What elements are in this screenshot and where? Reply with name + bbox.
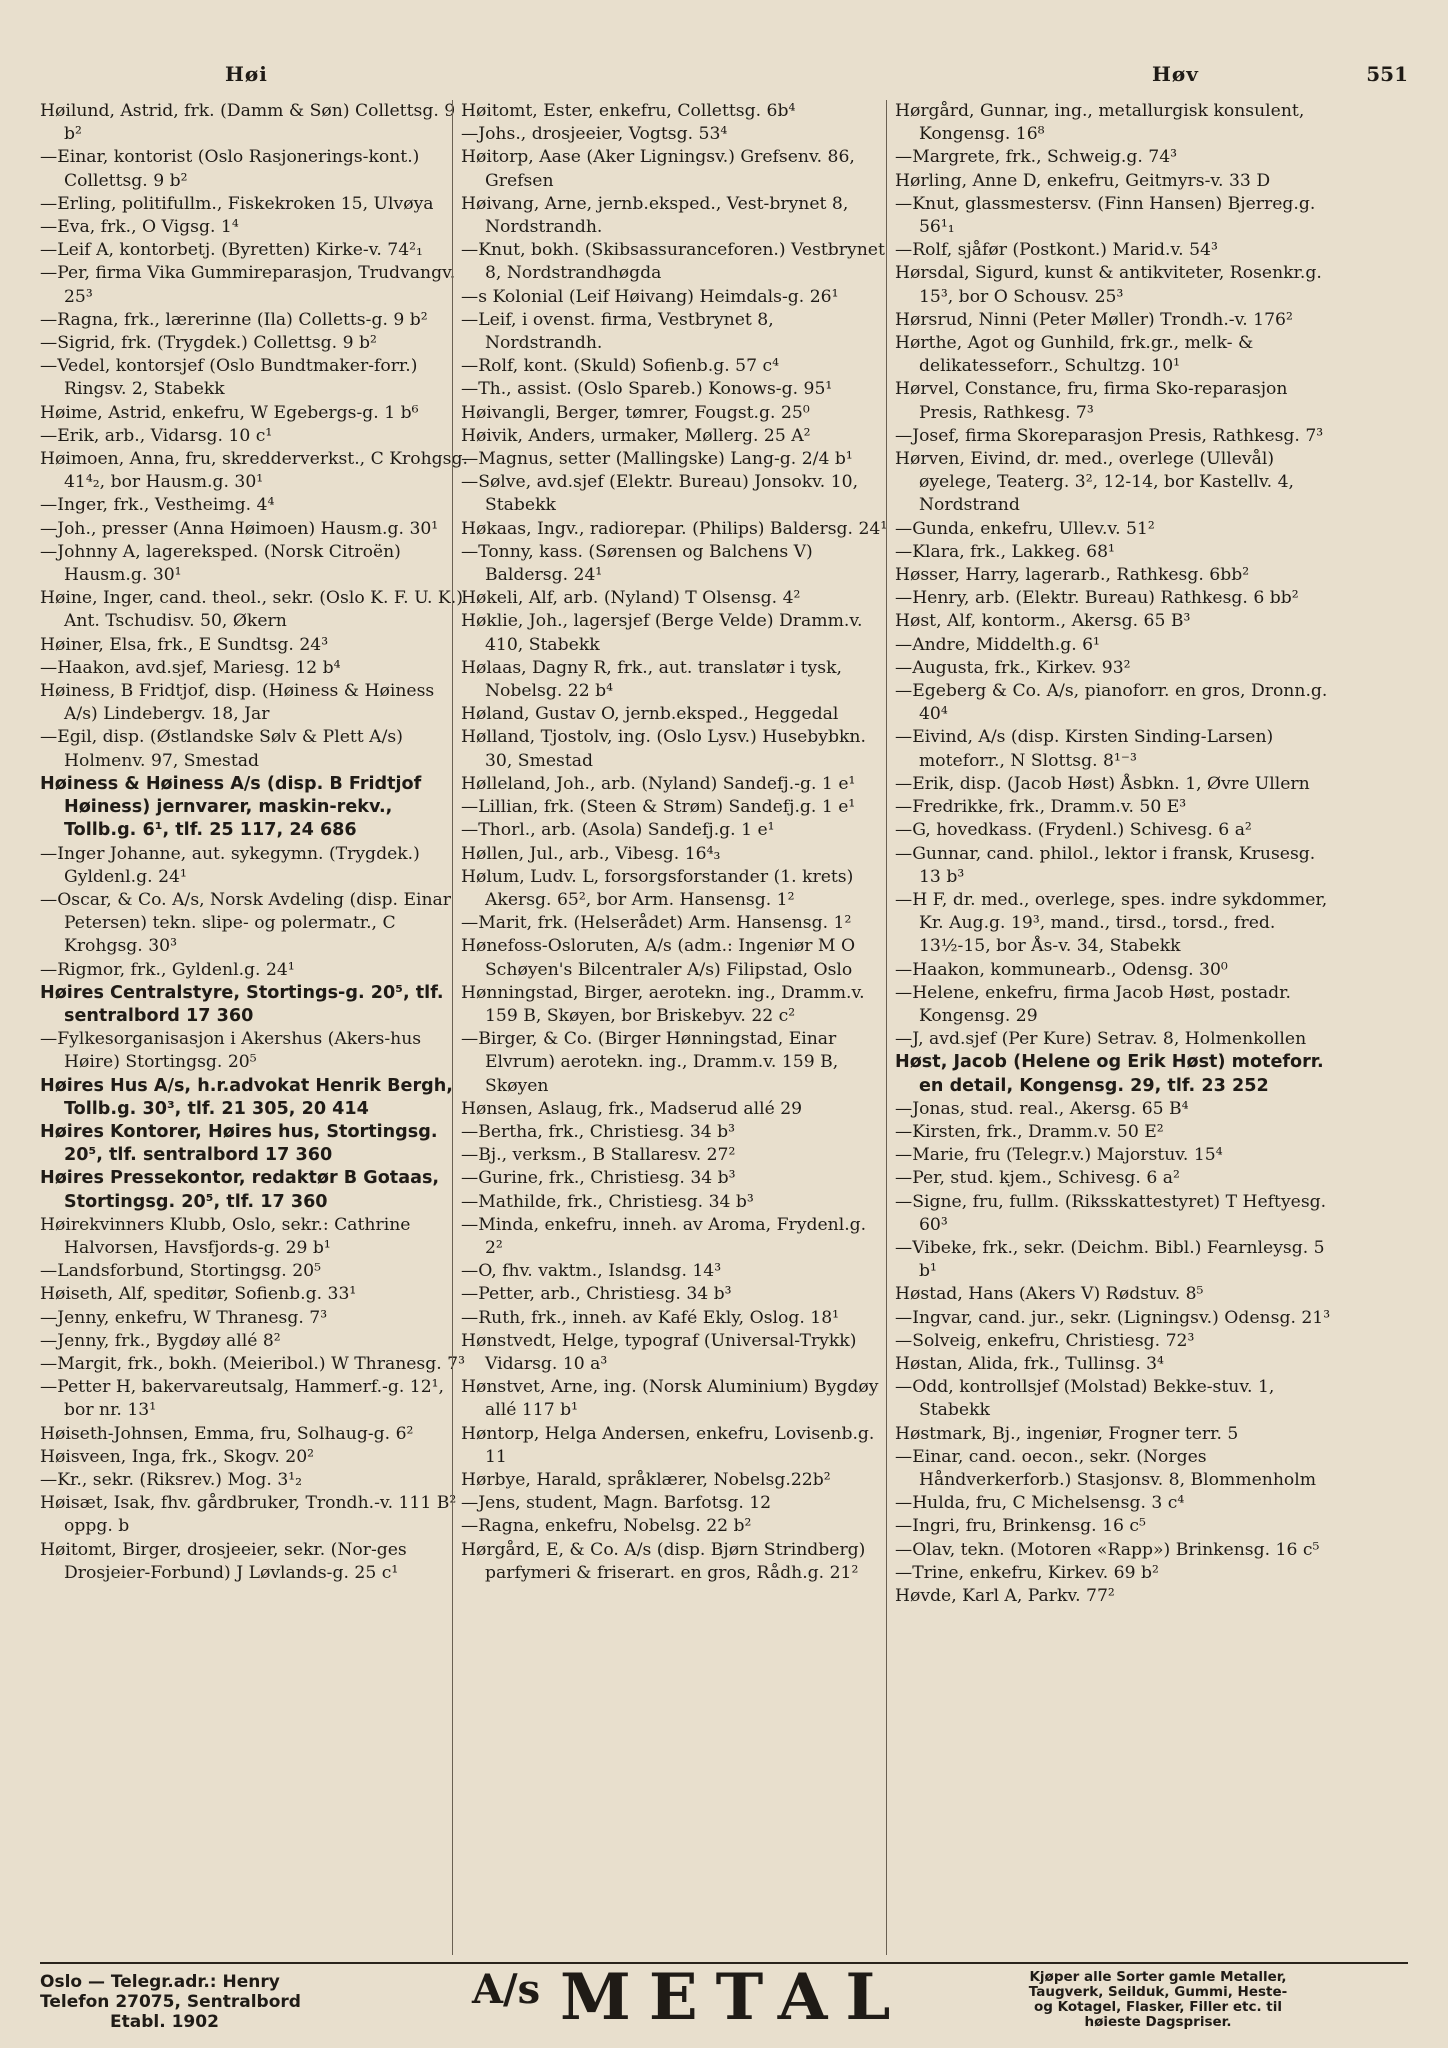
directory-entry: Høires Pressekontor, redaktør B Gotaas, Stortingsg. 20⁵, tlf. 17 360	[40, 1168, 440, 1212]
directory-entry: Høstad, Hans (Akers V) Rødstuv. 8⁵	[895, 1284, 1204, 1305]
directory-entry: —Ingvar, cand. jur., sekr. (Ligningsv.) Odensg. 21³	[895, 1307, 1331, 1328]
directory-entry: —Marie, fru (Telegr.v.) Majorstuv. 15⁴	[895, 1145, 1223, 1166]
directory-entry: Høitomt, Birger, drosjeeier, sekr. (Nor-ges Drosjeier-Forbund) J Løvlands-g. 25 c¹	[40, 1539, 407, 1583]
directory-entry: Høimoen, Anna, fru, skredderverkst., C Krohgsg. 41⁴₂, bor Hausm.g. 30¹	[40, 449, 468, 493]
header-right-keyword: Høv	[1152, 62, 1199, 86]
directory-entry: —Helene, enkefru, firma Jacob Høst, postadr. Kongensg. 29	[895, 982, 1291, 1026]
ad-description-line: Taugverk, Seilduk, Gummi, Heste-	[1028, 1984, 1288, 2000]
directory-entry: —Jens, student, Magn. Barfotsg. 12	[461, 1493, 772, 1514]
directory-entry: —Oscar, & Co. A/s, Norsk Avdeling (disp. Einar Petersen) tekn. slipe- og polermatr., C Krohgsg. 30³	[40, 889, 452, 957]
directory-entry: —Eivind, A/s (disp. Kirsten Sinding-Larsen) moteforr., N Slottsg. 8¹⁻³	[895, 727, 1274, 771]
column-2	[452, 100, 889, 1955]
directory-entry: —Einar, kontorist (Oslo Rasjonerings-kont.) Collettsg. 9 b²	[40, 147, 420, 191]
directory-entry: —Gunda, enkefru, Ullev.v. 51²	[895, 518, 1155, 539]
directory-entry: Høires Centralstyre, Stortings-g. 20⁵, tlf. sentralbord 17 360	[40, 982, 444, 1026]
directory-entry: Høisveen, Inga, frk., Skogv. 20²	[40, 1446, 315, 1467]
directory-entry: Hønningstad, Birger, aerotekn. ing., Dramm.v. 159 B, Skøyen, bor Briskebyv. 22 c²	[461, 982, 865, 1026]
directory-entry: Hørthe, Agot og Gunhild, frk.gr., melk- & delikatesseforr., Schultzg. 10¹	[895, 333, 1254, 377]
directory-entry: —Th., assist. (Oslo Spareb.) Konows-g. 95¹	[461, 379, 833, 400]
directory-entry: —Rolf, sjåfør (Postkont.) Marid.v. 54³	[895, 240, 1218, 261]
directory-entry: —Jenny, enkefru, W Thranesg. 7³	[40, 1307, 328, 1328]
directory-entry: Høiseth, Alf, speditør, Sofienb.g. 33¹	[40, 1284, 357, 1305]
directory-entry: —Lillian, frk. (Steen & Strøm) Sandefj.g. 1 e¹	[461, 797, 856, 818]
directory-entry: —O, fhv. vaktm., Islandsg. 14³	[461, 1261, 722, 1282]
directory-entry: —Ruth, frk., inneh. av Kafé Ekly, Oslog. 18¹	[461, 1307, 840, 1328]
directory-entry: Høland, Gustav O, jernb.eksped., Heggedal	[461, 704, 839, 725]
directory-entry: —J, avd.sjef (Per Kure) Setrav. 8, Holmenkollen	[895, 1029, 1307, 1050]
directory-entry: —Marit, frk. (Helserådet) Arm. Hansensg. 1²	[461, 913, 852, 934]
directory-entry: Høisæt, Isak, fhv. gårdbruker, Trondh.-v. 111 B² oppg. b	[40, 1493, 457, 1537]
directory-entry: —Johnny A, lagereksped. (Norsk Citroën) Hausm.g. 30¹	[40, 541, 401, 586]
directory-entry: —G, hovedkass. (Frydenl.) Schivesg. 6 a²	[895, 820, 1252, 841]
directory-entry: Hørbye, Harald, språklærer, Nobelsg.22b²	[461, 1469, 831, 1490]
directory-entry: Hølaas, Dagny R, frk., aut. translatør i tysk, Nobelsg. 22 b⁴	[461, 657, 842, 702]
directory-entry: —Leif, i ovenst. firma, Vestbrynet 8, Nordstrandh.	[461, 309, 774, 354]
directory-entry: Høitorp, Aase (Aker Ligningsv.) Grefsenv. 86, Grefsen	[461, 147, 855, 191]
directory-entry: —Ragna, enkefru, Nobelsg. 22 b²	[461, 1516, 752, 1537]
directory-entry: —Vibeke, frk., sekr. (Deichm. Bibl.) Fearnleysg. 5 b¹	[895, 1237, 1325, 1282]
ad-contact	[40, 1972, 301, 2032]
directory-entry: —Trine, enkefru, Kirkev. 69 b²	[895, 1562, 1159, 1583]
directory-entry: —Jonas, stud. real., Akersg. 65 B⁴	[895, 1098, 1189, 1119]
directory-entry: —Johs., drosjeeier, Vogtsg. 53⁴	[461, 124, 728, 145]
directory-entry: Høsser, Harry, lagerarb., Rathkesg. 6bb²	[895, 565, 1250, 586]
page-number: 551	[1366, 62, 1408, 86]
directory-entry: —Ingri, fru, Brinkensg. 16 c⁵	[895, 1516, 1146, 1537]
directory-entry: —Bj., verksm., B Stallaresv. 27²	[461, 1145, 736, 1166]
directory-entry: —Egeberg & Co. A/s, pianoforr. en gros, Dronn.g. 40⁴	[895, 681, 1328, 725]
directory-entry: —Josef, firma Skoreparasjon Presis, Rathkesg. 7³	[895, 425, 1324, 446]
directory-entry: —Fredrikke, frk., Dramm.v. 50 E³	[895, 797, 1187, 818]
directory-entry: —Solveig, enkefru, Christiesg. 72³	[895, 1330, 1195, 1351]
ad-contact-line: Telefon 27075, Sentralbord	[40, 1992, 301, 2012]
directory-entry: —Sølve, avd.sjef (Elektr. Bureau) Jonsokv. 10, Stabekk	[461, 472, 859, 516]
directory-entry: —Erik, disp. (Jacob Høst) Åsbkn. 1, Øvre Ullern	[895, 773, 1310, 794]
directory-entry: Høirekvinners Klubb, Oslo, sekr.: Cathrine Halvorsen, Havsfjords-g. 29 b¹	[40, 1214, 411, 1258]
directory-entry: Hølleland, Joh., arb. (Nyland) Sandefj.-g. 1 e¹	[461, 773, 856, 794]
directory-entry: Høst, Jacob (Helene og Erik Høst) moteforr. en detail, Kongensg. 29, tlf. 23 252	[895, 1052, 1324, 1096]
ad-description-line: og Kotagel, Flasker, Filler etc. til	[1033, 1999, 1282, 2015]
directory-entry: —Tonny, kass. (Sørensen og Balchens V) Baldersg. 24¹	[461, 541, 813, 586]
directory-entry: Høivik, Anders, urmaker, Møllerg. 25 A²	[461, 425, 811, 446]
directory-entry: Hølum, Ludv. L, forsorgsforstander (1. krets) Akersg. 65², bor Arm. Hansensg. 1²	[461, 866, 854, 910]
directory-entry: —Ragna, frk., lærerinne (Ila) Colletts-g. 9 b²	[40, 309, 428, 330]
directory-entry: Høstmark, Bj., ingeniør, Frogner terr. 5	[895, 1423, 1239, 1444]
directory-entry: Høiseth-Johnsen, Emma, fru, Solhaug-g. 6²	[40, 1423, 414, 1444]
directory-entry: —Erik, arb., Vidarsg. 10 c¹	[40, 425, 273, 446]
header-left-keyword: Høi	[225, 62, 268, 86]
directory-entry: —Sigrid, frk. (Trygdek.) Collettsg. 9 b²	[40, 333, 377, 354]
directory-entry: —Mathilde, frk., Christiesg. 34 b³	[461, 1191, 754, 1212]
directory-entry: Høiner, Elsa, frk., E Sundtsg. 24³	[40, 634, 329, 655]
directory-entry: Hørgård, E, & Co. A/s (disp. Bjørn Strindberg) parfymeri & friserart. en gros, Rådh.g. 21²	[461, 1539, 866, 1583]
directory-entry: —Olav, tekn. (Motoren «Rapp») Brinkensg. 16 c⁵	[895, 1539, 1320, 1560]
ad-contact-line: Oslo — Telegr.adr.: Henry	[40, 1972, 280, 1992]
directory-entry: —Inger Johanne, aut. sykegymn. (Trygdek.) Gyldenl.g. 24¹	[40, 843, 420, 887]
directory-entry: Høivang, Arne, jernb.eksped., Vest-brynet 8, Nordstrandh.	[461, 193, 849, 238]
advertisement	[40, 1960, 1408, 2035]
directory-entry: Hønstvet, Arne, ing. (Norsk Aluminium) Bygdøy allé 117 b¹	[461, 1377, 879, 1421]
ad-description	[978, 1970, 1338, 2030]
directory-entry: —Inger, frk., Vestheimg. 4⁴	[40, 495, 275, 516]
directory-entry: Hørven, Eivind, dr. med., overlege (Ullevål) øyelege, Teaterg. 3², 12-14, bor Kastellv. 4, Nordstrand	[895, 449, 1295, 516]
column-3	[886, 100, 1331, 1955]
directory-entry: —Hulda, fru, C Michelsensg. 3 c⁴	[895, 1493, 1185, 1514]
directory-entry: —Jenny, frk., Bygdøy allé 8²	[40, 1330, 281, 1351]
directory-entry: Høllen, Jul., arb., Vibesg. 16⁴₃	[461, 843, 721, 864]
directory-entry: —Erling, politifullm., Fiskekroken 15, Ulvøya	[40, 193, 434, 214]
page-header	[40, 62, 1408, 92]
directory-entry: Høkeli, Alf, arb. (Nyland) T Olsensg. 4²	[461, 588, 801, 609]
directory-entry: —Landsforbund, Stortingsg. 20⁵	[40, 1261, 321, 1282]
ad-company-name: METAL	[560, 1960, 909, 2035]
directory-entry: —Einar, cand. oecon., sekr. (Norges Håndverkerforb.) Stasjonsv. 8, Blommenholm	[895, 1446, 1317, 1490]
directory-entry: —Fylkesorganisasjon i Akershus (Akers-hus Høire) Stortingsg. 20⁵	[40, 1029, 422, 1073]
directory-entry: —Kirsten, frk., Dramm.v. 50 E²	[895, 1121, 1164, 1142]
directory-entry: —Henry, arb. (Elektr. Bureau) Rathkesg. 6 bb²	[895, 588, 1299, 609]
directory-entry: —s Kolonial (Leif Høivang) Heimdals-g. 26¹	[461, 286, 839, 307]
directory-entry: —H F, dr. med., overlege, spes. indre sykdommer, Kr. Aug.g. 19³, mand., tirsd., torsd., fred. 13½-15, bor Ås-v. 34, Stabekk	[895, 889, 1328, 957]
directory-entry: Høklie, Joh., lagersjef (Berge Velde) Dramm.v. 410, Stabekk	[461, 611, 863, 655]
directory-entry: Hønefoss-Osloruten, A/s (adm.: Ingeniør M O Schøyen's Bilcentraler A/s) Filipstad, Oslo	[461, 936, 856, 980]
directory-entry: —Petter, arb., Christiesg. 34 b³	[461, 1284, 732, 1305]
directory-entry: —Minda, enkefru, inneh. av Aroma, Frydenl.g. 2²	[461, 1214, 867, 1258]
directory-columns	[40, 100, 1408, 1955]
directory-entry: —Margrete, frk., Schweig.g. 74³	[895, 147, 1178, 168]
directory-entry: Hølland, Tjostolv, ing. (Oslo Lysv.) Husebybkn. 30, Smestad	[461, 727, 866, 771]
directory-entry: —Thorl., arb. (Asola) Sandefj.g. 1 e¹	[461, 820, 775, 841]
directory-entry: Høine, Inger, cand. theol., sekr. (Oslo K. F. U. K.) Ant. Tschudisv. 50, Økern	[40, 588, 463, 632]
directory-entry: —Knut, bokh. (Skibsassuranceforen.) Vestbrynet 8, Nordstrandhøgda	[461, 240, 885, 284]
directory-entry: Hørsdal, Sigurd, kunst & antikviteter, Rosenkr.g. 15³, bor O Schousv. 25³	[895, 263, 1322, 307]
directory-entry: —Gunnar, cand. philol., lektor i fransk, Krusesg. 13 b³	[895, 843, 1316, 887]
directory-entry: —Eva, frk., O Vigsg. 1⁴	[40, 217, 239, 238]
directory-entry: —Joh., presser (Anna Høimoen) Hausm.g. 30¹	[40, 518, 439, 539]
directory-entry: —Kr., sekr. (Riksrev.) Mog. 3¹₂	[40, 1469, 303, 1490]
directory-entry: Høntorp, Helga Andersen, enkefru, Lovisenb.g. 11	[461, 1423, 875, 1467]
directory-entry: —Rigmor, frk., Gyldenl.g. 24¹	[40, 959, 295, 980]
directory-entry: Hørgård, Gunnar, ing., metallurgisk konsulent, Kongensg. 16⁸	[895, 101, 1305, 145]
directory-entry: —Birger, & Co. (Birger Hønningstad, Einar Elvrum) aerotekn. ing., Dramm.v. 159 B, Skøyen	[461, 1029, 839, 1096]
directory-entry: Høkaas, Ingv., radiorepar. (Philips) Baldersg. 24¹	[461, 518, 888, 539]
directory-entry: —Petter H, bakervareutsalg, Hammerf.-g. 12¹, bor nr. 13¹	[40, 1377, 444, 1421]
directory-entry: Hønstvedt, Helge, typograf (Universal-Trykk) Vidarsg. 10 a³	[461, 1330, 857, 1374]
directory-entry: Høime, Astrid, enkefru, W Egebergs-g. 1 b⁶	[40, 402, 419, 423]
directory-entry: —Odd, kontrollsjef (Molstad) Bekke-stuv. 1, Stabekk	[895, 1377, 1275, 1421]
directory-entry: —Rolf, kont. (Skuld) Sofienb.g. 57 c⁴	[461, 356, 780, 377]
directory-entry: Hønsen, Aslaug, frk., Madserud allé 29	[461, 1098, 803, 1119]
directory-entry: Hørling, Anne D, enkefru, Geitmyrs-v. 33 D	[895, 170, 1271, 191]
directory-entry: —Knut, glassmestersv. (Finn Hansen) Bjerreg.g. 56¹₁	[895, 193, 1316, 238]
directory-entry: —Haakon, kommunearb., Odensg. 30⁰	[895, 959, 1228, 980]
directory-entry: Høilund, Astrid, frk. (Damm & Søn) Collettsg. 9 b²	[40, 101, 456, 145]
ad-description-line: Kjøper alle Sorter gamle Metaller,	[1029, 1969, 1287, 1985]
directory-entry: —Margit, frk., bokh. (Meieribol.) W Thranesg. 7³	[40, 1353, 466, 1374]
directory-entry: Høiness, B Fridtjof, disp. (Høiness & Høiness A/s) Lindebergv. 18, Jar	[40, 681, 435, 725]
directory-entry: Hørvel, Constance, fru, firma Sko-reparasjon Presis, Rathkesg. 7³	[895, 379, 1288, 423]
directory-entry: Høvde, Karl A, Parkv. 77²	[895, 1586, 1115, 1606]
directory-entry: —Magnus, setter (Mallingske) Lang-g. 2/4 b¹	[461, 449, 853, 470]
directory-entry: Høstan, Alida, frk., Tullinsg. 3⁴	[895, 1353, 1164, 1374]
directory-entry: —Klara, frk., Lakkeg. 68¹	[895, 541, 1115, 562]
directory-entry: —Vedel, kontorsjef (Oslo Bundtmaker-forr.) Ringsv. 2, Stabekk	[40, 356, 418, 400]
directory-entry: —Per, stud. kjem., Schivesg. 6 a²	[895, 1168, 1180, 1189]
directory-entry: Høivangli, Berger, tømrer, Fougst.g. 25⁰	[461, 402, 810, 423]
directory-entry: —Haakon, avd.sjef, Mariesg. 12 b⁴	[40, 657, 341, 678]
column-1	[40, 100, 470, 1955]
directory-entry: —Gurine, frk., Christiesg. 34 b³	[461, 1168, 736, 1189]
ad-description-line: høieste Dagspriser.	[1084, 2014, 1232, 2030]
directory-entry: Høitomt, Ester, enkefru, Collettsg. 6b⁴	[461, 101, 796, 121]
ad-contact-line: Etabl. 1902	[110, 2012, 219, 2032]
directory-entry: —Augusta, frk., Kirkev. 93²	[895, 657, 1131, 678]
ad-company-form: A/s	[472, 1966, 541, 2013]
directory-entry: —Leif A, kontorbetj. (Byretten) Kirke-v. 74²₁	[40, 240, 423, 261]
directory-entry: Høiness & Høiness A/s (disp. B Fridtjof Høiness) jernvarer, maskin-rekv., Tollb.g. 6¹, tlf. 25 117, 24 686	[40, 773, 422, 841]
directory-entry: Hørsrud, Ninni (Peter Møller) Trondh.-v. 176²	[895, 309, 1293, 330]
directory-entry: —Egil, disp. (Østlandske Sølv & Plett A/s) Holmenv. 97, Smestad	[40, 727, 403, 771]
directory-entry: —Andre, Middelth.g. 6¹	[895, 634, 1100, 655]
directory-entry: —Signe, fru, fullm. (Riksskattestyret) T Heftyesg. 60³	[895, 1191, 1327, 1235]
directory-entry: —Bertha, frk., Christiesg. 34 b³	[461, 1121, 736, 1142]
directory-entry: Høires Hus A/s, h.r.advokat Henrik Bergh, Tollb.g. 30³, tlf. 21 305, 20 414	[40, 1075, 453, 1119]
directory-entry: Høst, Alf, kontorm., Akersg. 65 B³	[895, 611, 1191, 632]
directory-entry: —Per, firma Vika Gummireparasjon, Trudvangv. 25³	[40, 263, 456, 307]
directory-entry: Høires Kontorer, Høires hus, Stortingsg. 20⁵, tlf. sentralbord 17 360	[40, 1121, 438, 1166]
